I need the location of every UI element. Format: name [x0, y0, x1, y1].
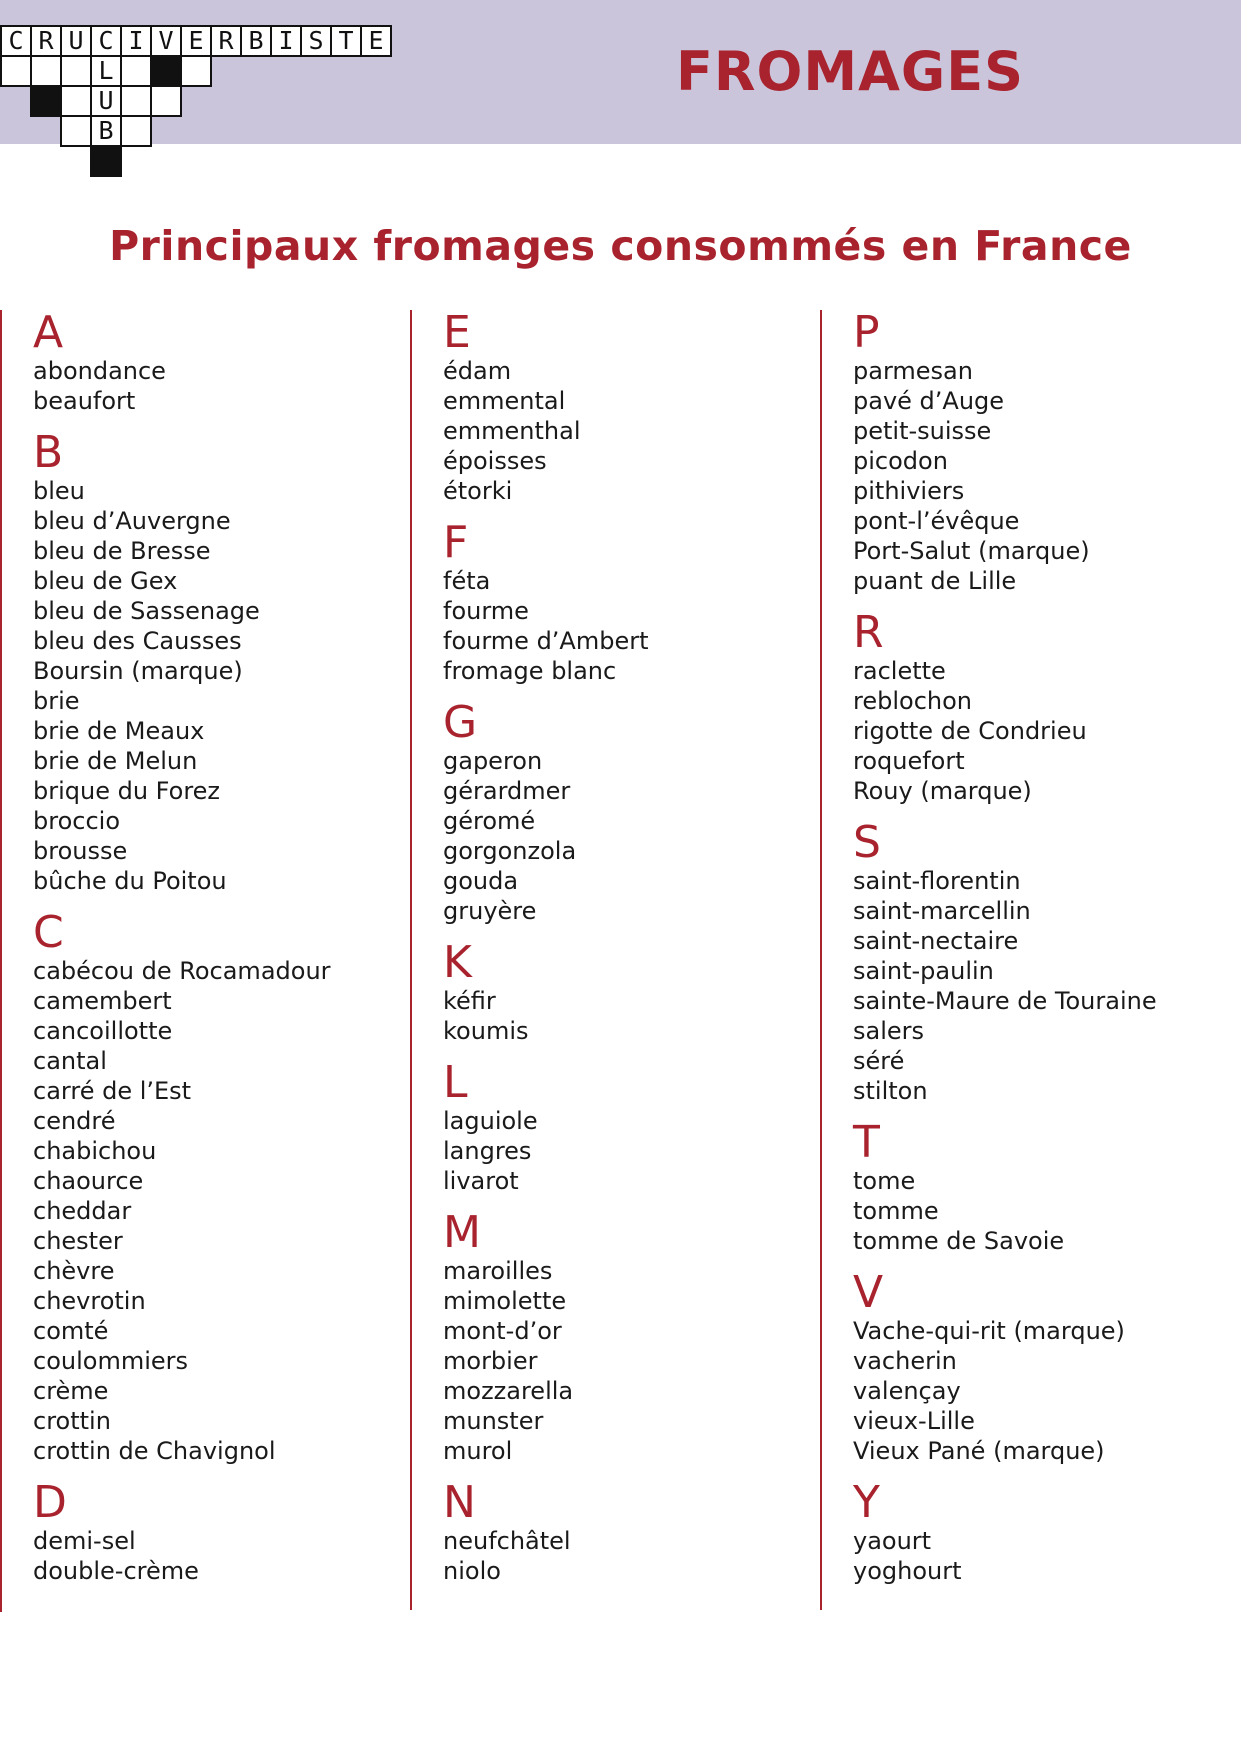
letter-group [853, 307, 1200, 596]
cheese-item: valençay [853, 1377, 961, 1405]
cheese-item: gouda [443, 867, 519, 895]
cheese-item: stilton [853, 1077, 928, 1105]
cheese-item: chevrotin [33, 1287, 146, 1315]
cheese-item: beaufort [33, 387, 136, 415]
cheese-list [443, 986, 790, 1046]
letter-group [443, 1057, 790, 1196]
cheese-list [853, 1166, 1200, 1256]
cheese-item: cancoillotte [33, 1017, 173, 1045]
letter-group [443, 1477, 790, 1586]
letter-group [443, 697, 790, 926]
cheese-item: bleu de Gex [33, 567, 178, 595]
cheese-list [853, 1316, 1200, 1466]
cheese-item: féta [443, 567, 491, 595]
cheese-item: pont-l’évêque [853, 507, 1020, 535]
cheese-item: bleu des Causses [33, 627, 242, 655]
cheese-item: puant de Lille [853, 567, 1017, 595]
cheese-item: Rouy (marque) [853, 777, 1032, 805]
logo-cell-across: E [360, 25, 392, 57]
cheese-item: comté [33, 1317, 109, 1345]
logo-cell-across: R [210, 25, 242, 57]
cheese-item: Vache-qui-rit (marque) [853, 1317, 1125, 1345]
cheese-item: mont-d’or [443, 1317, 562, 1345]
cheese-item: tome [853, 1167, 916, 1195]
cheese-item: pithiviers [853, 477, 965, 505]
letter-heading: F [443, 517, 469, 568]
cheese-item: coulommiers [33, 1347, 189, 1375]
cheese-item: mozzarella [443, 1377, 574, 1405]
cheese-item: maroilles [443, 1257, 553, 1285]
cheese-item: roquefort [853, 747, 965, 775]
cheese-item: brie de Meaux [33, 717, 205, 745]
cheese-item: séré [853, 1047, 905, 1075]
letter-group [853, 1267, 1200, 1466]
letter-heading: D [33, 1477, 67, 1528]
cheese-item: crème [33, 1377, 109, 1405]
letter-group [443, 1207, 790, 1466]
cheese-item: koumis [443, 1017, 529, 1045]
cheese-list [853, 656, 1200, 806]
letter-heading: N [443, 1477, 476, 1528]
cheese-item: carré de l’Est [33, 1077, 192, 1105]
cheese-item: rigotte de Condrieu [853, 717, 1087, 745]
cheese-list [443, 356, 790, 506]
letter-heading: Y [853, 1477, 880, 1528]
cheese-item: parmesan [853, 357, 973, 385]
letter-group [33, 1477, 380, 1586]
cheese-item: saint-florentin [853, 867, 1021, 895]
logo-cell-down: L [90, 55, 122, 87]
letter-heading: B [33, 427, 64, 478]
cheese-item: tomme de Savoie [853, 1227, 1065, 1255]
cheese-item: fourme [443, 597, 529, 625]
cheese-list [853, 1526, 1200, 1586]
logo-cell-across: U [60, 25, 92, 57]
letter-heading: S [853, 817, 881, 868]
letter-heading: R [853, 607, 884, 658]
logo-cell-black [150, 55, 182, 87]
letter-group [33, 307, 380, 416]
logo-cell-empty [30, 55, 62, 87]
cheese-item: saint-paulin [853, 957, 994, 985]
letter-group [443, 937, 790, 1046]
page-title: FROMAGES [675, 40, 1024, 103]
cheese-column-1 [0, 307, 380, 1612]
letter-heading: G [443, 697, 478, 748]
cheese-item: picodon [853, 447, 948, 475]
cheese-item: gruyère [443, 897, 537, 925]
cheese-item: tomme [853, 1197, 939, 1225]
cheese-list [33, 1526, 380, 1586]
letter-group [443, 517, 790, 686]
cheese-list [443, 566, 790, 686]
cheese-item: demi-sel [33, 1527, 136, 1555]
cheese-item: gérardmer [443, 777, 571, 805]
cheese-item: bleu de Sassenage [33, 597, 260, 625]
cheese-item: pavé d’Auge [853, 387, 1005, 415]
cheese-item: murol [443, 1437, 513, 1465]
cheese-item: géromé [443, 807, 536, 835]
letter-group [853, 817, 1200, 1106]
cheese-item: saint-marcellin [853, 897, 1031, 925]
letter-heading: P [853, 307, 880, 358]
cheese-item: crottin [33, 1407, 111, 1435]
cheese-item: brie de Melun [33, 747, 198, 775]
cheese-list [33, 356, 380, 416]
cheese-item: niolo [443, 1557, 501, 1585]
logo-cell-empty [150, 85, 182, 117]
cheese-column-2 [410, 307, 790, 1610]
letter-group [853, 1117, 1200, 1256]
logo-cell-empty [120, 115, 152, 147]
cheese-list [443, 1256, 790, 1466]
cheese-item: bleu d’Auvergne [33, 507, 231, 535]
cheese-item: gorgonzola [443, 837, 577, 865]
cheese-item: bûche du Poitou [33, 867, 227, 895]
letter-group [443, 307, 790, 506]
logo-cell-across: B [240, 25, 272, 57]
cheese-item: mimolette [443, 1287, 567, 1315]
logo-cell-across: R [30, 25, 62, 57]
cheese-item: gaperon [443, 747, 543, 775]
cheese-item: brie [33, 687, 80, 715]
cheese-item: kéfir [443, 987, 496, 1015]
logo-cell-empty [60, 115, 92, 147]
cheese-item: emmenthal [443, 417, 581, 445]
cheese-item: fromage blanc [443, 657, 617, 685]
cheese-item: cantal [33, 1047, 107, 1075]
letter-heading: V [853, 1267, 884, 1318]
cheese-item: yaourt [853, 1527, 932, 1555]
letter-group [853, 607, 1200, 806]
cheese-item: langres [443, 1137, 532, 1165]
cheese-item: emmental [443, 387, 566, 415]
cheese-item: salers [853, 1017, 925, 1045]
logo-cell-empty [120, 55, 152, 87]
cheese-item: saint-nectaire [853, 927, 1019, 955]
cheese-item: bleu [33, 477, 85, 505]
logo-cell-down: B [90, 115, 122, 147]
logo-cell-empty [0, 55, 32, 87]
logo-cell-black [30, 85, 62, 117]
cheese-item: cabécou de Rocamadour [33, 957, 331, 985]
cheese-item: petit-suisse [853, 417, 992, 445]
cheese-item: raclette [853, 657, 946, 685]
letter-group [853, 1477, 1200, 1586]
logo-cell-empty [120, 85, 152, 117]
letter-heading: C [33, 907, 64, 958]
page-subtitle: Principaux fromages consommés en France [109, 222, 1132, 270]
cheese-list [33, 956, 380, 1466]
letter-heading: E [443, 307, 471, 358]
cheese-list [443, 1106, 790, 1196]
cheese-item: vacherin [853, 1347, 957, 1375]
letter-heading: L [443, 1057, 468, 1108]
cheese-item: brique du Forez [33, 777, 221, 805]
cheese-item: chester [33, 1227, 123, 1255]
cheese-item: chabichou [33, 1137, 157, 1165]
cheese-list [443, 1526, 790, 1586]
cheese-item: abondance [33, 357, 166, 385]
cheese-item: yoghourt [853, 1557, 962, 1585]
cheese-item: neufchâtel [443, 1527, 571, 1555]
cheese-column-3 [820, 307, 1200, 1610]
cheese-item: reblochon [853, 687, 972, 715]
logo-cell-across: V [150, 25, 182, 57]
letter-heading: M [443, 1207, 481, 1258]
logo-cell-across: S [300, 25, 332, 57]
logo-cell-across: C [0, 25, 32, 57]
cheese-item: chaource [33, 1167, 144, 1195]
cheese-item: Port-Salut (marque) [853, 537, 1090, 565]
cheese-list [443, 746, 790, 926]
letter-heading: A [33, 307, 64, 358]
letter-heading: T [853, 1117, 880, 1168]
cheese-item: morbier [443, 1347, 538, 1375]
letter-group [33, 427, 380, 896]
logo-cell-empty [180, 55, 212, 87]
logo-cell-empty [60, 55, 92, 87]
cheese-item: laguiole [443, 1107, 538, 1135]
logo-cell-across: I [120, 25, 152, 57]
logo-cell-across: C [90, 25, 122, 57]
cheese-item: édam [443, 357, 512, 385]
cheese-item: brousse [33, 837, 128, 865]
cheese-item: munster [443, 1407, 544, 1435]
cheese-item: étorki [443, 477, 513, 505]
cheese-item: sainte-Maure de Touraine [853, 987, 1157, 1015]
logo-cell-across: E [180, 25, 212, 57]
cheese-item: cendré [33, 1107, 116, 1135]
logo-cell-down: U [90, 85, 122, 117]
cheese-list [853, 356, 1200, 596]
letter-group [33, 907, 380, 1466]
cheese-item: bleu de Bresse [33, 537, 211, 565]
cruciverbiste-club-logo [0, 25, 430, 190]
cheese-item: époisses [443, 447, 547, 475]
cheese-item: broccio [33, 807, 120, 835]
logo-cell-empty [60, 85, 92, 117]
cheese-item: livarot [443, 1167, 519, 1195]
cheese-item: camembert [33, 987, 172, 1015]
cheese-item: cheddar [33, 1197, 132, 1225]
cheese-item: Boursin (marque) [33, 657, 243, 685]
cheese-item: Vieux Pané (marque) [853, 1437, 1105, 1465]
cheese-list [853, 866, 1200, 1106]
logo-cell-black [90, 145, 122, 177]
cheese-list [33, 476, 380, 896]
cheese-item: fourme d’Ambert [443, 627, 649, 655]
letter-heading: K [443, 937, 472, 988]
cheese-item: crottin de Chavignol [33, 1437, 276, 1465]
cheese-item: chèvre [33, 1257, 115, 1285]
cheese-item: double-crème [33, 1557, 199, 1585]
logo-cell-across: T [330, 25, 362, 57]
logo-cell-across: I [270, 25, 302, 57]
cheese-item: vieux-Lille [853, 1407, 975, 1435]
